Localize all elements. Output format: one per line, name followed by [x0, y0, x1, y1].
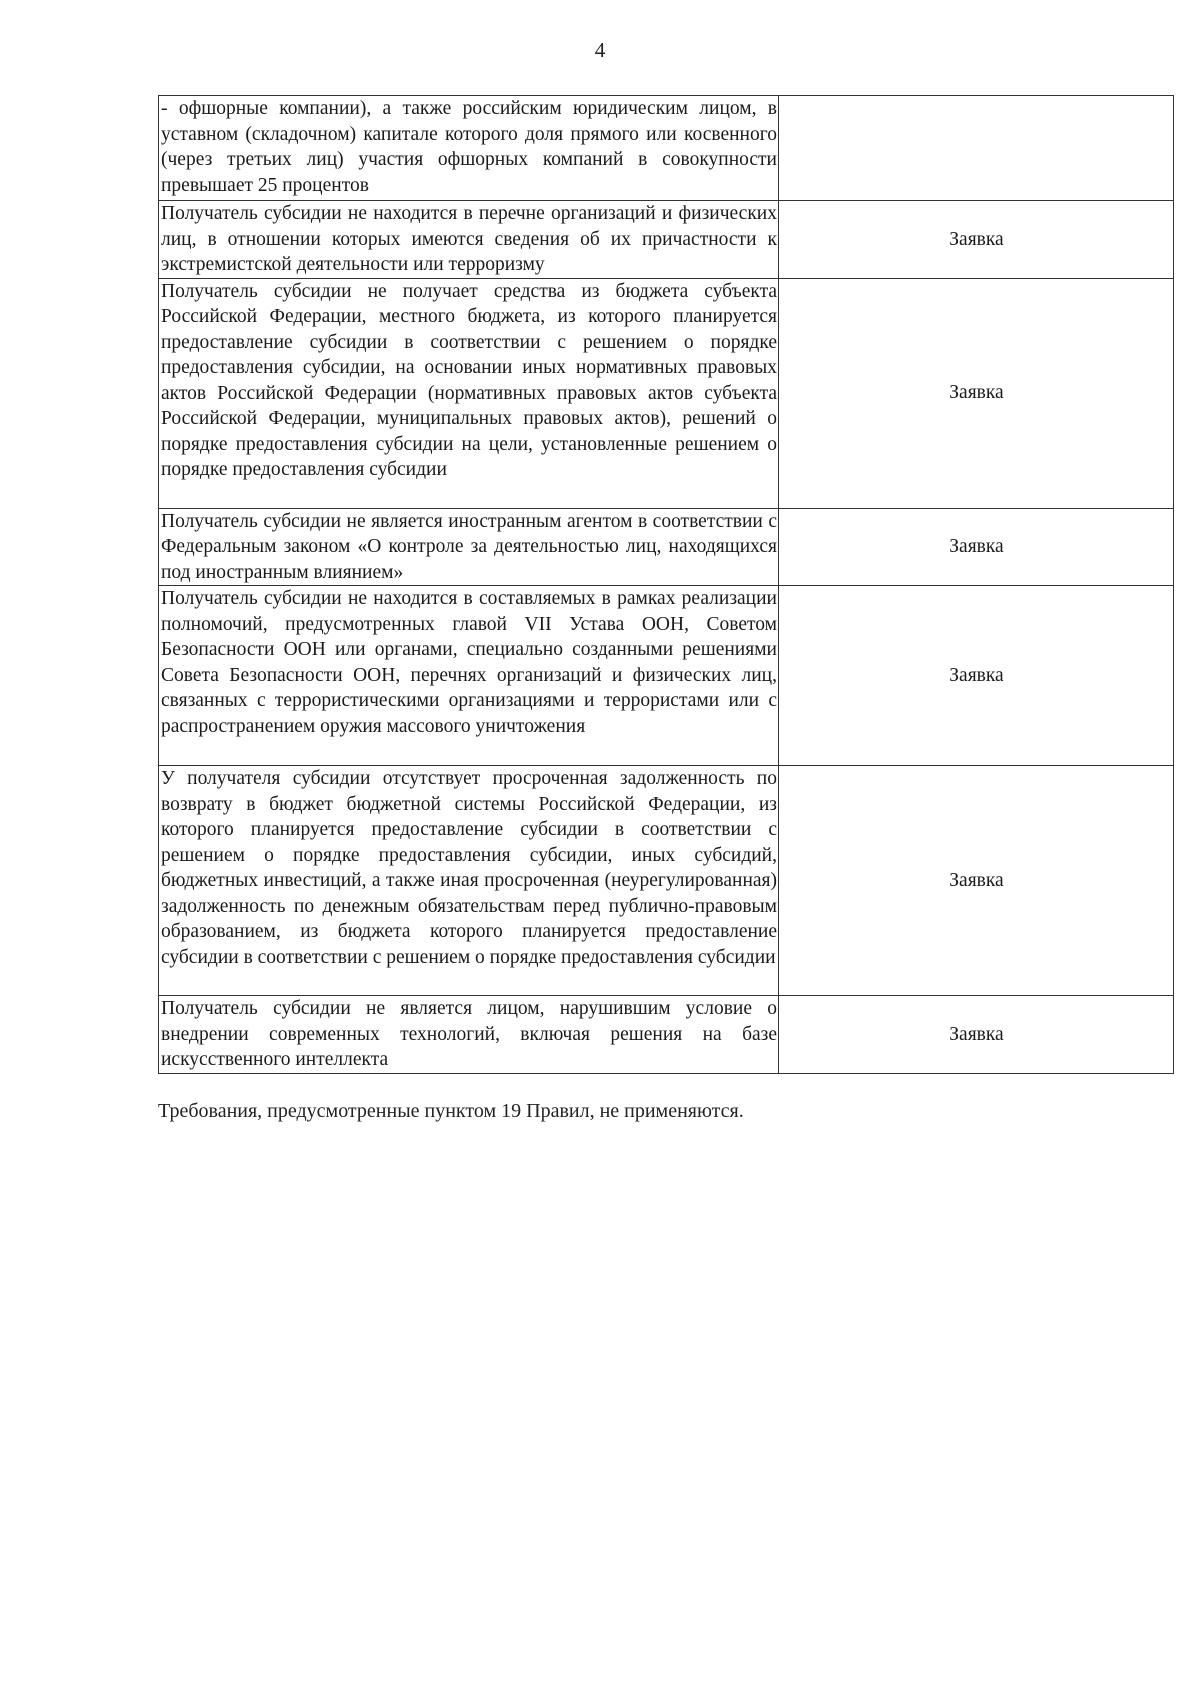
page-number: 4: [594, 38, 606, 62]
document-cell: Заявка: [779, 278, 1174, 508]
table-row: [159, 996, 1174, 1074]
condition-cell: Получатель субсидии не является иностранным агентом в соответствии с Федеральным законом «О контроле за деятельностью лиц, находящихся под иностранным влиянием»: [159, 508, 779, 586]
table-row: [159, 586, 1174, 766]
table-row: [159, 766, 1174, 996]
table-row: [159, 96, 1174, 201]
document-cell: Заявка: [779, 996, 1174, 1074]
condition-cell: У получателя субсидии отсутствует просроченная задолженность по возврату в бюджет бюджетной системы Российской Федерации, из которого планируется предоставление субсидии в соответствии с решением о порядке предоставления субсидии, иных субсидий, бюджетных инвестиций, а также иная просроченная (неурегулированная) задолженность по денежным обязательствам перед публично-правовым образованием, из бюджета которого планируется предоставление субсидии в соответствии с решением о порядке предоставления субсидии: [159, 766, 779, 996]
table-row: [159, 508, 1174, 586]
table-row: [159, 278, 1174, 508]
condition-cell: - офшорные компании), а также российским юридическим лицом, в уставном (складочном) капитале которого доля прямого или косвенного (через третьих лиц) участия офшорных компаний в совокупности превышает 25 процентов: [159, 96, 779, 201]
table-row: [159, 201, 1174, 279]
document-cell: Заявка: [779, 201, 1174, 279]
footer-note: Требования, предусмотренные пунктом 19 Правил, не применяются.: [158, 1100, 744, 1122]
document-cell: Заявка: [779, 766, 1174, 996]
document-cell: [779, 96, 1174, 201]
requirements-table: [158, 95, 1174, 1074]
condition-cell: Получатель субсидии не получает средства из бюджета субъекта Российской Федерации, местного бюджета, из которого планируется предоставление субсидии в соответствии с решением о порядке предоставления субсидии, на основании иных нормативных правовых актов Российской Федерации (нормативных правовых актов субъекта Российской Федерации, муниципальных правовых актов), решений о порядке предоставления субсидии на цели, установленные решением о порядке предоставления субсидии: [159, 278, 779, 508]
condition-cell: Получатель субсидии не находится в составляемых в рамках реализации полномочий, предусмотренных главой VII Устава ООН, Советом Безопасности ООН или органами, специально созданными решениями Совета Безопасности ООН, перечнях организаций и физических лиц, связанных с террористическими организациями и террористами или с распространением оружия массового уничтожения: [159, 586, 779, 766]
condition-cell: Получатель субсидии не находится в перечне организаций и физических лиц, в отношении которых имеются сведения об их причастности к экстремистской деятельности или терроризму: [159, 201, 779, 279]
condition-cell: Получатель субсидии не является лицом, нарушившим условие о внедрении современных технологий, включая решения на базе искусственного интеллекта: [159, 996, 779, 1074]
document-cell: Заявка: [779, 586, 1174, 766]
document-cell: Заявка: [779, 508, 1174, 586]
